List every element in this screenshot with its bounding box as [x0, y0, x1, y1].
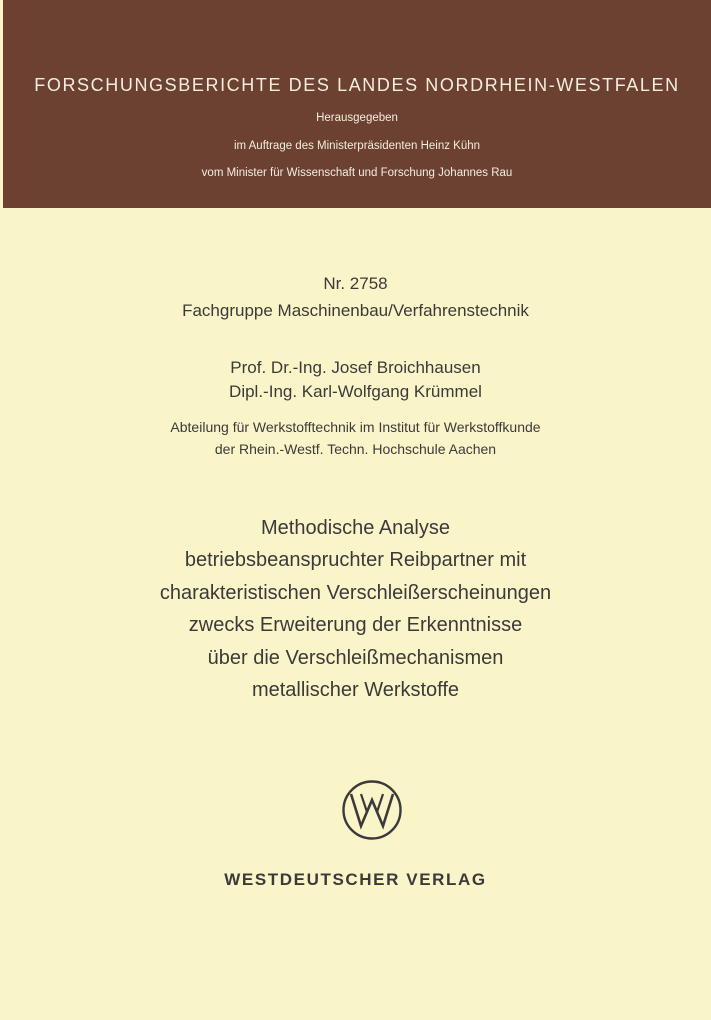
- series-header: [3, 0, 711, 208]
- author: Prof. Dr.-Ing. Josef Broichhausen: [230, 358, 481, 377]
- header-minister-line: vom Minister für Wissenschaft und Forschung Johannes Rau: [201, 167, 513, 179]
- header-editor-line: Herausgegeben: [316, 112, 398, 124]
- westdeutscher-verlag-logo-icon: [341, 779, 403, 841]
- institution-line: der Rhein.-Westf. Techn. Hochschule Aachen: [214, 441, 497, 457]
- title-line: metallischer Werkstoffe: [251, 679, 460, 702]
- title-line: charakteristischen Verschleißerscheinungen: [159, 581, 552, 604]
- book-title: [0, 512, 711, 706]
- institution-line: Abteilung für Werkstofftechnik im Institut für Werkstoffkunde: [170, 419, 541, 435]
- series-title: FORSCHUNGSBERICHTE DES LANDES NORDRHEIN-WESTFALEN: [34, 75, 680, 95]
- report-fachgruppe: Fachgruppe Maschinenbau/Verfahrenstechnik: [182, 301, 529, 320]
- publisher-name: WESTDEUTSCHER VERLAG: [224, 870, 487, 889]
- report-number: Nr. 2758: [323, 274, 388, 293]
- author: Dipl.-Ing. Karl-Wolfgang Krümmel: [229, 382, 482, 401]
- header-commission-line: im Auftrage des Ministerpräsidenten Heinz Kühn: [233, 140, 481, 152]
- title-line: zwecks Erweiterung der Erkenntnisse: [188, 614, 523, 637]
- title-line: Methodische Analyse: [260, 517, 450, 539]
- title-line: betriebsbeanspruchter Reibpartner mit: [184, 549, 527, 572]
- title-line: über die Verschleißmechanismen: [207, 646, 504, 669]
